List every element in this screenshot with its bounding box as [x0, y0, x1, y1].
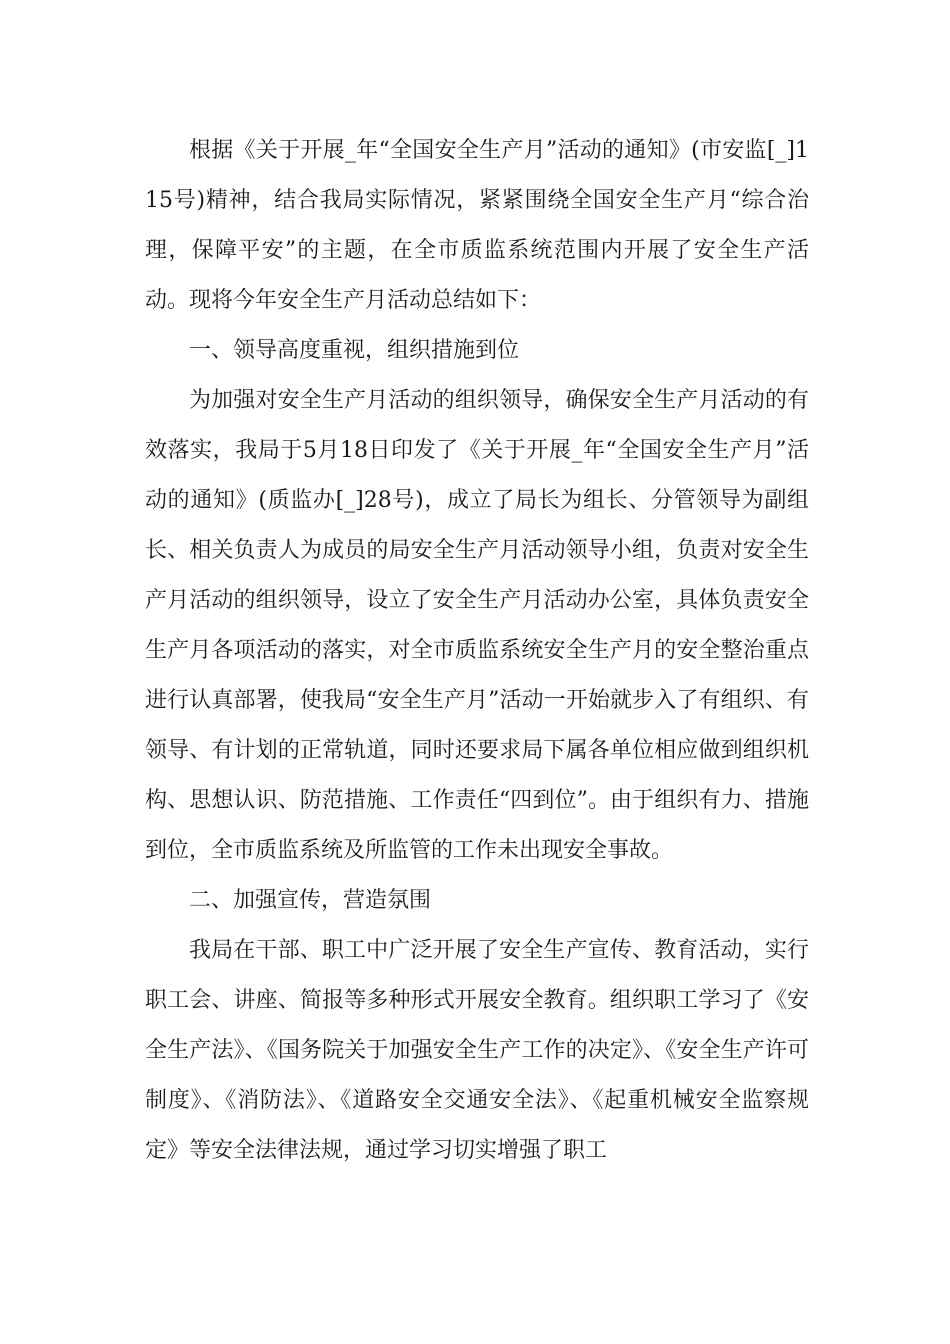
- section-heading-1: 一、领导高度重视，组织措施到位: [189, 338, 520, 363]
- section-1-paragraph: 为加强对安全生产月活动的组织领导，确保安全生产月活动的有效落实，我局于5月18日印发了《关于开展_年“全国安全生产月”活动的通知》(质监办[_]28号)，成立了局长为组长、分管领导为副组长、相关负责人为成员的局安全生产月活动领导小组，负责对安全生产月活动的组织领导，设立了安全生产月活动办公室，具体负责安全生产月各项活动的落实，对全市质监系统安全生产月的安全整治重点进行认真部署，使我局“安全生产月”活动一开始就步入了有组织、有领导、有计划的正常轨道，同时还要求局下属各单位相应做到组织机构、思想认识、防范措施、工作责任“四到位”。由于组织有力、措施到位，全市质监系统及所监管的工作未出现安全事故。: [145, 388, 810, 863]
- section-heading-2: 二、加强宣传，营造氛围: [189, 888, 432, 913]
- document-page: [145, 126, 809, 1176]
- intro-paragraph: 根据《关于开展_年“全国安全生产月”活动的通知》(市安监[_]115号)精神，结合我局实际情况，紧紧围绕全国安全生产月“综合治理，保障平安”的主题，在全市质监系统范围内开展了安全生产活动。现将今年安全生产月活动总结如下：: [145, 138, 809, 313]
- section-2-paragraph: 我局在干部、职工中广泛开展了安全生产宣传、教育活动，实行职工会、讲座、简报等多种形式开展安全教育。组织职工学习了《安全生产法》、《国务院关于加强安全生产工作的决定》、《安全生产许可制度》、《消防法》、《道路安全交通安全法》、《起重机械安全监察规定》等安全法律法规，通过学习切实增强了职工: [145, 938, 809, 1163]
